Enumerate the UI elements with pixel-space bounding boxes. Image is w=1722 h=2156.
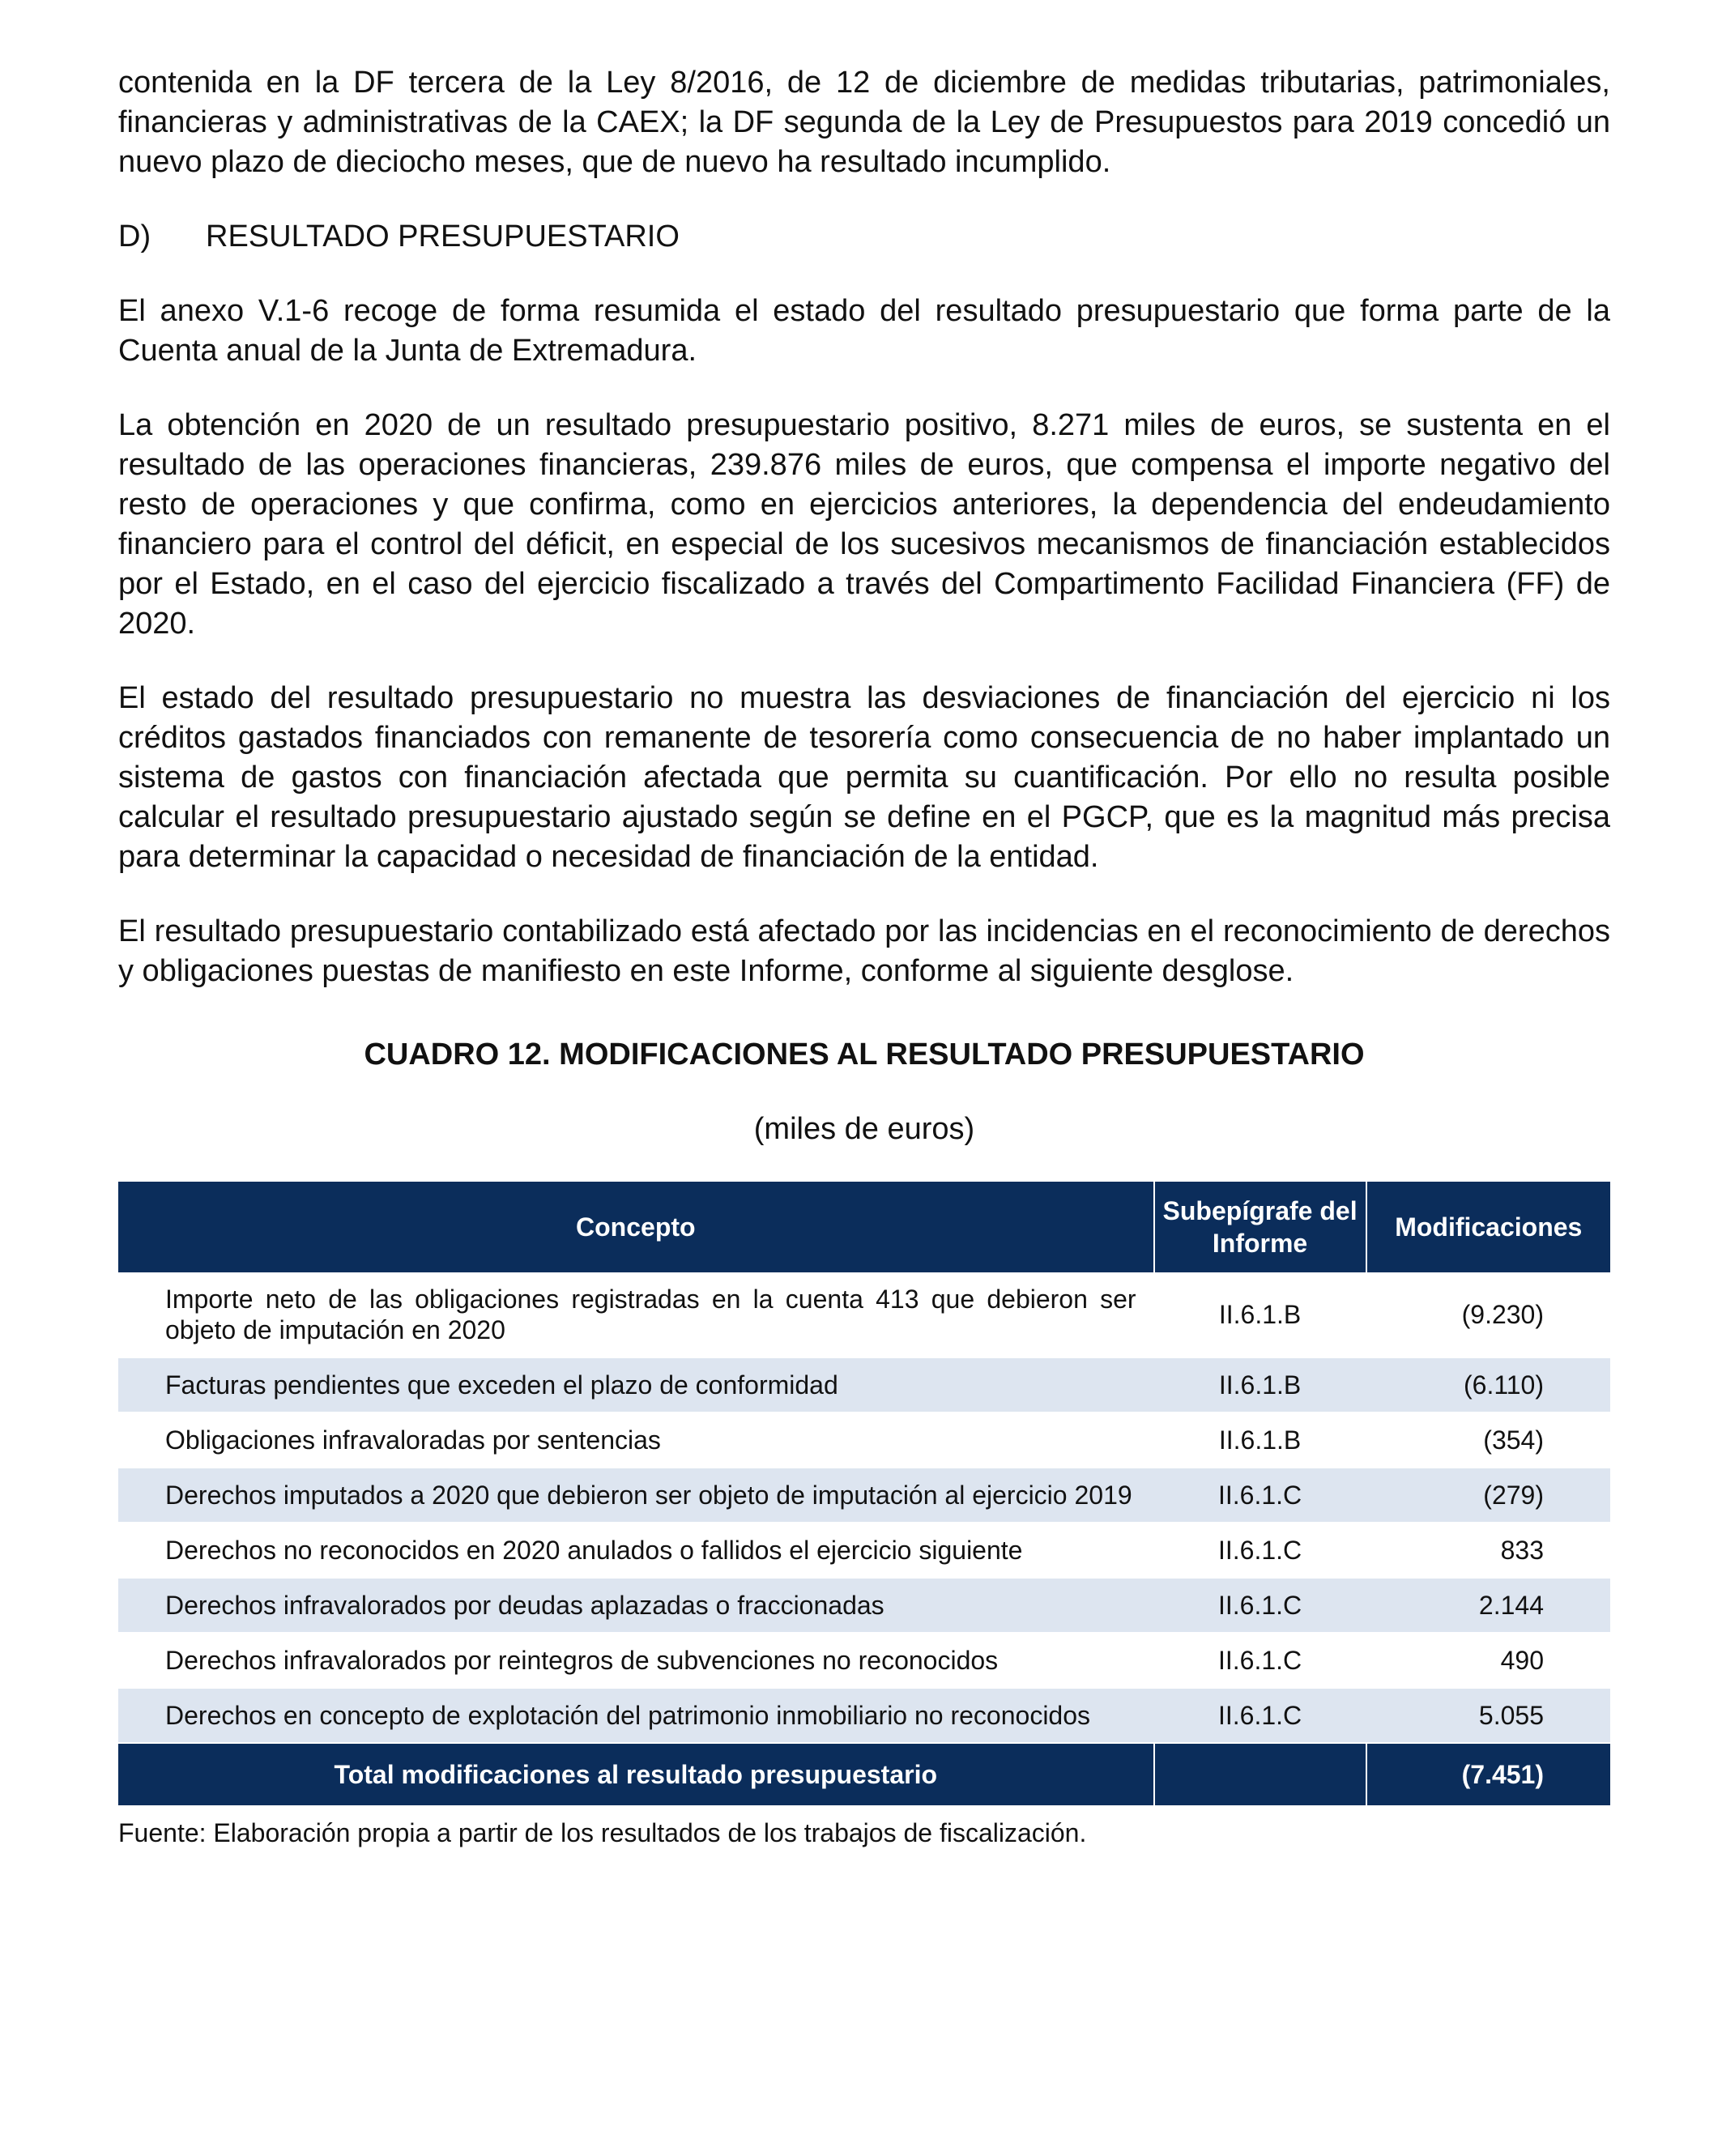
paragraph-text: El estado del resultado presupuestario no muestra las desviaciones de financiación del ejercicio ni los créditos gastados financiados con remanente de tesorería como consecuencia de no haber implantado un sistema de gastos con financiación afectada que permita su cuantificación. Por ello no resulta posible calcular el resultado presupuestario ajustado según se define en el PGCP, que es la magnitud más precisa para determinar la capacidad o necesidad de financiación de la entidad. [118,681,1610,874]
paragraph-2 [118,406,1610,644]
table-title: CUADRO 12. MODIFICACIONES AL RESULTADO PRESUPUESTARIO [364,1038,1365,1072]
row-subepigrafe: II.6.1.C [1154,1688,1366,1743]
intro-paragraph [118,63,1610,182]
table-row [118,1468,1610,1523]
row-concepto: Obligaciones infravaloradas por sentencias [118,1412,1154,1468]
header-subepigrafe: Subepígrafe del Informe [1154,1182,1366,1272]
table-total-row [118,1743,1610,1805]
document-page [118,63,1610,1849]
table-row [118,1357,1610,1412]
total-valor: (7.451) [1366,1743,1610,1805]
intro-paragraph-text: contenida en la DF tercera de la Ley 8/2016, de 12 de diciembre de medidas tributarias, patrimoniales, financieras y administrativas de la CAEX; la DF segunda de la Ley de Presupuestos para 2019 concedió un nuevo plazo de dieciocho meses, que de nuevo ha resultado incumplido. [118,66,1610,179]
row-valor: (6.110) [1366,1357,1610,1412]
total-subepigrafe-empty [1154,1743,1366,1805]
row-concepto: Importe neto de las obligaciones registradas en la cuenta 413 que debieron ser objeto de imputación en 2020 [118,1272,1154,1357]
row-valor: 5.055 [1366,1688,1610,1743]
table-source: Fuente: Elaboración propia a partir de los resultados de los trabajos de fiscalización. [118,1818,1087,1847]
row-subepigrafe: II.6.1.B [1154,1412,1366,1468]
row-concepto: Derechos infravalorados por deudas aplazadas o fraccionadas [118,1578,1154,1633]
row-valor: (279) [1366,1468,1610,1523]
row-subepigrafe: II.6.1.C [1154,1633,1366,1688]
table-row [118,1633,1610,1688]
paragraph-text: El resultado presupuestario contabilizado está afectado por las incidencias en el reconocimiento de derechos y obligaciones puestas de manifiesto en este Informe, conforme al siguiente desglose. [118,914,1610,988]
header-concepto: Concepto [118,1182,1154,1272]
row-valor: (354) [1366,1412,1610,1468]
row-valor: 490 [1366,1633,1610,1688]
row-subepigrafe: II.6.1.C [1154,1578,1366,1633]
total-label: Total modificaciones al resultado presupuestario [118,1743,1154,1805]
row-valor: (9.230) [1366,1272,1610,1357]
row-valor: 2.144 [1366,1578,1610,1633]
row-subepigrafe: II.6.1.C [1154,1523,1366,1578]
row-subepigrafe: II.6.1.B [1154,1272,1366,1357]
paragraph-4 [118,912,1610,991]
table-subtitle: (miles de euros) [753,1112,975,1146]
paragraph-1 [118,292,1610,371]
row-subepigrafe: II.6.1.B [1154,1357,1366,1412]
table-row [118,1578,1610,1633]
row-concepto: Derechos no reconocidos en 2020 anulados o fallidos el ejercicio siguiente [118,1523,1154,1578]
paragraph-text: El anexo V.1-6 recoge de forma resumida el estado del resultado presupuestario que forma parte de la Cuenta anual de la Junta de Extremadura. [118,294,1610,368]
row-valor: 833 [1366,1523,1610,1578]
modifications-table [118,1182,1610,1805]
row-concepto: Derechos imputados a 2020 que debieron ser objeto de imputación al ejercicio 2019 [118,1468,1154,1523]
header-modificaciones: Modificaciones [1366,1182,1610,1272]
table-row [118,1523,1610,1578]
row-subepigrafe: II.6.1.C [1154,1468,1366,1523]
section-title: RESULTADO PRESUPUESTARIO [206,219,680,254]
table-header-row [118,1182,1610,1272]
table-row [118,1272,1610,1357]
paragraph-text: La obtención en 2020 de un resultado presupuestario positivo, 8.271 miles de euros, se sustenta en el resultado de las operaciones financieras, 239.876 miles de euros, que compensa el importe negativo del resto de operaciones y que confirma, como en ejercicios anteriores, la dependencia del endeudamiento financiero para el control del déficit, en especial de los sucesivos mecanismos de financiación establecidos por el Estado, en el caso del ejercicio fiscalizado a través del Compartimento Facilidad Financiera (FF) de 2020. [118,408,1610,641]
row-concepto: Derechos en concepto de explotación del patrimonio inmobiliario no reconocidos [118,1688,1154,1743]
table-row [118,1412,1610,1468]
section-letter: D) [118,219,151,254]
row-concepto: Derechos infravalorados por reintegros de subvenciones no reconocidos [118,1633,1154,1688]
table-row [118,1688,1610,1743]
section-heading [118,217,1610,257]
paragraph-3 [118,679,1610,877]
row-concepto: Facturas pendientes que exceden el plazo de conformidad [118,1357,1154,1412]
